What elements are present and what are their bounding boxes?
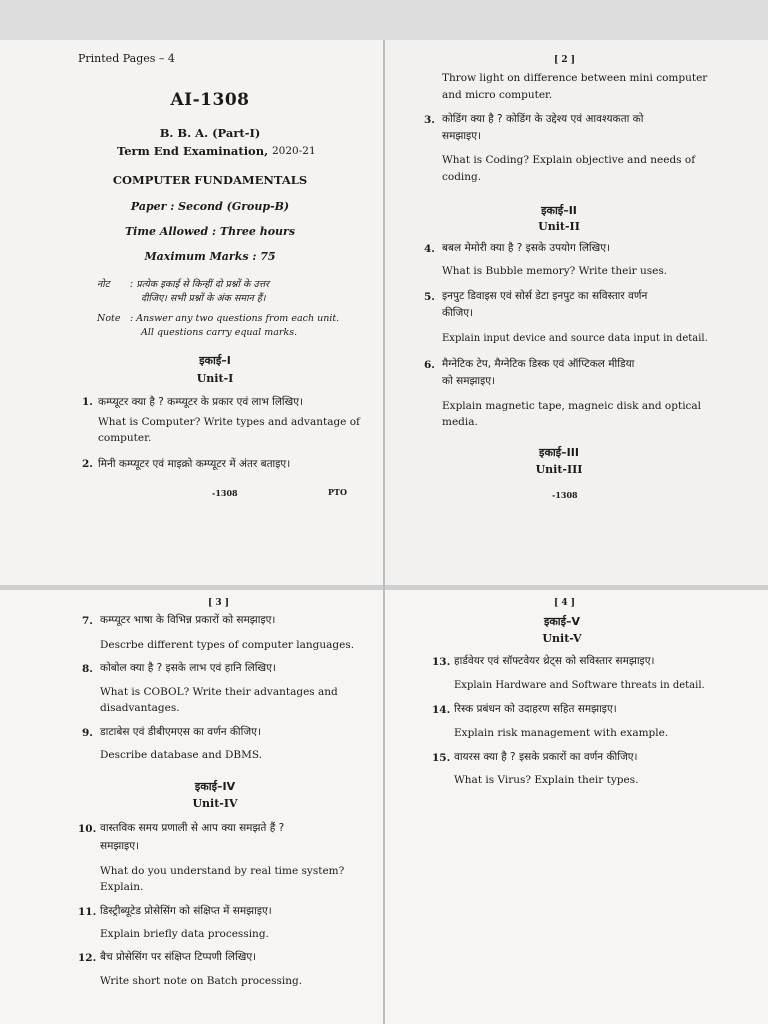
- unit-1-hindi: इकाई–I: [199, 354, 231, 367]
- question-5-hindi-line-1: इनपुट डिवाइस एवं सोर्स डेटा इनपुट का सविस्तार वर्णन: [442, 290, 648, 302]
- unit-4-heading: Unit-IV: [192, 797, 238, 810]
- question-number: 4.: [424, 243, 435, 255]
- question-number: 14.: [432, 704, 451, 716]
- question-number: 9.: [82, 727, 93, 739]
- note-hindi-line-2: दीजिए। सभी प्रश्नों के अंक समान हैं।: [141, 293, 266, 304]
- question-number: 7.: [82, 615, 93, 627]
- note-english-line-1: : Answer any two questions from each unit.: [130, 313, 340, 324]
- maximum-marks: Maximum Marks : 75: [144, 250, 276, 263]
- question-3-hindi-line-2: समझाइए।: [442, 130, 481, 142]
- question-number: 15.: [432, 752, 451, 764]
- question-6-english-line-1: Explain magnetic tape, magneic disk and optical: [442, 400, 702, 412]
- paper-info: Paper : Second (Group-B): [130, 200, 290, 213]
- note-english-label: Note: [97, 313, 121, 324]
- page-number: [ 3 ]: [208, 598, 230, 608]
- question-4-english: What is Bubble memory? Write their uses.: [442, 265, 668, 277]
- question-14-english: Explain risk management with example.: [454, 727, 669, 739]
- question-5-english: Explain input device and source data input in detail.: [442, 333, 708, 344]
- question-2-hindi: मिनी कम्प्यूटर एवं माइक्रो कम्प्यूटर में अंतर बताइए।: [98, 458, 291, 470]
- unit-4-hindi: इकाई–IV: [194, 780, 236, 793]
- question-2-english-line-2: and micro computer.: [442, 89, 553, 101]
- note-hindi-line-1: : प्रत्येक इकाई से किन्हीं दो प्रश्नों के उत्तर: [130, 279, 269, 290]
- note-hindi-label: नोट: [97, 279, 110, 290]
- question-1-english-line-2: computer.: [98, 432, 152, 444]
- unit-5-hindi: इकाई–V: [543, 615, 581, 628]
- question-number: 12.: [78, 952, 97, 964]
- question-7-hindi: कम्प्यूटर भाषा के विभिन्न प्रकारों को समझाइए।: [100, 614, 276, 626]
- question-1-hindi: कम्प्यूटर क्या है ? कम्प्यूटर के प्रकार एवं लाभ लिखिए।: [98, 396, 304, 408]
- page-1: [0, 40, 384, 585]
- question-number: 10.: [78, 823, 97, 835]
- subject-name: COMPUTER FUNDAMENTALS: [112, 173, 308, 187]
- page-number: [ 4 ]: [554, 598, 576, 608]
- question-13-hindi: हार्डवेयर एवं सॉफ्टवेयर थ्रेट्स को सविस्तार समझाइए।: [454, 655, 655, 667]
- exam-year: 2020-21: [272, 145, 316, 157]
- question-15-hindi: वायरस क्या है ? इसके प्रकारों का वर्णन कीजिए।: [454, 751, 638, 763]
- page-2: [384, 40, 768, 585]
- time-allowed: Time Allowed : Three hours: [124, 225, 296, 238]
- question-10-hindi-line-2: समझाइए।: [100, 840, 139, 852]
- question-4-hindi: बबल मेमोरी क्या है ? इसके उपयोग लिखिए।: [442, 242, 611, 254]
- question-number: 6.: [424, 359, 435, 371]
- question-7-english: Descrbe different types of computer languages.: [100, 639, 355, 651]
- note-english-line-2: All questions carry equal marks.: [141, 327, 298, 338]
- question-6-english-line-2: media.: [442, 416, 478, 428]
- unit-5-heading: Unit-V: [542, 632, 582, 645]
- question-number: 13.: [432, 656, 451, 668]
- fold-line-vertical: [383, 40, 385, 1024]
- page-number: [ 2 ]: [554, 55, 576, 65]
- question-11-hindi: डिस्ट्रीब्यूटेड प्रोसेसिंग को संक्षिप्त में समझाइए।: [100, 905, 272, 917]
- question-14-hindi: रिस्क प्रबंधन को उदाहरण सहित समझाइए।: [454, 703, 617, 715]
- question-number: 1.: [82, 396, 93, 408]
- footer-pto: PTO: [328, 487, 347, 497]
- printed-pages: Printed Pages – 4: [78, 52, 175, 65]
- question-6-hindi-line-2: को समझाइए।: [442, 375, 496, 387]
- question-10-english-line-2: Explain.: [100, 881, 144, 893]
- unit-2-hindi: इकाई–II: [541, 204, 577, 217]
- question-11-english: Explain briefly data processing.: [100, 928, 269, 940]
- question-number: 2.: [82, 458, 93, 470]
- unit-2-heading: Unit-II: [538, 220, 580, 233]
- unit-3-heading: Unit-III: [535, 463, 583, 476]
- question-12-hindi: बैच प्रोसेसिंग पर संक्षिप्त टिप्पणी लिखिए।: [100, 951, 257, 963]
- paper-code: AI-1308: [170, 90, 250, 110]
- course-name: B. B. A. (Part-I): [159, 126, 261, 140]
- question-13-english: Explain Hardware and Software threats in detail.: [454, 680, 705, 691]
- footer-code: -1308: [212, 488, 238, 498]
- unit-1-heading: Unit-I: [196, 372, 234, 385]
- question-3-english-line-1: What is Coding? Explain objective and needs of: [442, 154, 696, 166]
- question-number: 11.: [78, 906, 97, 918]
- question-8-english-line-1: What is COBOL? Write their advantages and: [100, 686, 338, 698]
- question-number: 3.: [424, 114, 435, 126]
- footer-code: -1308: [552, 490, 578, 500]
- question-8-english-line-2: disadvantages.: [100, 702, 180, 714]
- question-2-english-line-1: Throw light on difference between mini computer: [442, 72, 708, 84]
- question-12-english: Write short note on Batch processing.: [100, 975, 303, 987]
- question-number: 8.: [82, 663, 93, 675]
- question-3-english-line-2: coding.: [442, 171, 482, 183]
- question-10-english-line-1: What do you understand by real time system?: [100, 865, 345, 877]
- page-3: [0, 590, 384, 1024]
- question-5-hindi-line-2: कीजिए।: [442, 307, 474, 319]
- page-4: [384, 590, 768, 1024]
- question-number: 5.: [424, 291, 435, 303]
- question-1-english-line-1: What is Computer? Write types and advantage of: [98, 416, 360, 428]
- question-6-hindi-line-1: मैग्नेटिक टेप, मैग्नेटिक डिस्क एवं ऑप्टिकल मीडिया: [442, 358, 635, 370]
- question-9-english: Describe database and DBMS.: [100, 749, 263, 761]
- question-15-english: What is Virus? Explain their types.: [454, 774, 639, 786]
- question-9-hindi: डाटाबेस एवं डीबीएमएस का वर्णन कीजिए।: [100, 726, 261, 738]
- question-3-hindi-line-1: कोडिंग क्या है ? कोडिंग के उद्देश्य एवं आवश्यकता को: [442, 113, 644, 125]
- question-10-hindi-line-1: वास्तविक समय प्रणाली से आप क्या समझते हैं ?: [100, 822, 285, 834]
- question-8-hindi: कोबोल क्या है ? इसके लाभ एवं हानि लिखिए।: [100, 662, 276, 674]
- unit-3-hindi: इकाई–III: [539, 446, 579, 459]
- exam-title: Term End Examination,: [117, 144, 269, 158]
